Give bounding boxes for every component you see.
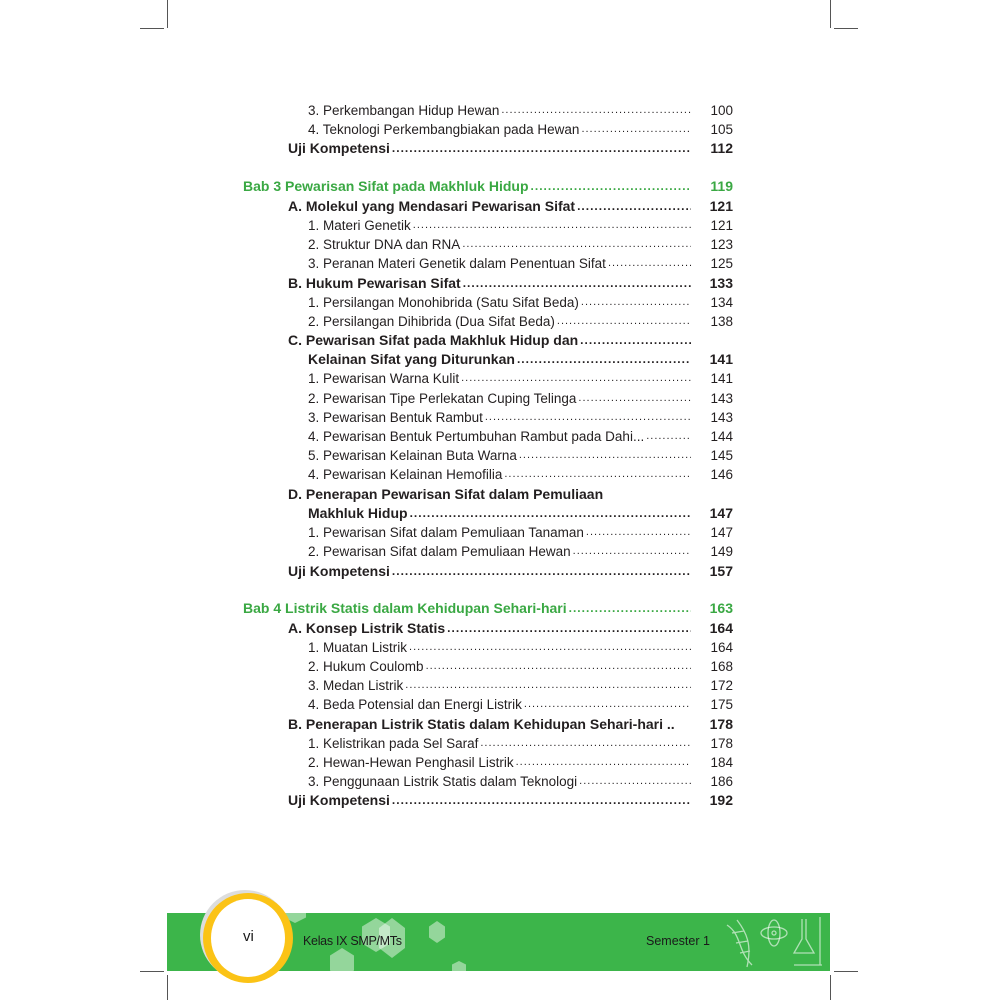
- toc-entry-title: 3. Perkembangan Hidup Hewan: [308, 103, 500, 118]
- toc-entry[interactable]: [0, 120, 733, 139]
- dot-leader: [581, 293, 691, 312]
- toc-entry-title: 4. Pewarisan Bentuk Pertumbuhan Rambut pada Dahi...: [308, 429, 645, 444]
- toc-page-number: 168: [710, 659, 733, 674]
- toc-entry[interactable]: [0, 369, 733, 388]
- toc-entry-title: 4. Teknologi Perkembangbiakan pada Hewan: [308, 122, 580, 137]
- dot-leader: [569, 599, 691, 618]
- toc-entry-title: B. Penerapan Listrik Statis dalam Kehidupan Sehari-hari ..: [288, 716, 675, 732]
- dot-leader: [516, 753, 691, 772]
- toc-entry-title: 3. Pewarisan Bentuk Rambut: [308, 410, 483, 425]
- hexagon-decoration: [429, 921, 445, 943]
- toc-entry-title: 5. Pewarisan Kelainan Buta Warna: [308, 448, 517, 463]
- toc-entry[interactable]: [0, 139, 733, 158]
- toc-entry[interactable]: [0, 695, 733, 714]
- toc-entry-title: 1. Pewarisan Warna Kulit: [308, 371, 460, 386]
- toc-entry-title: D. Penerapan Pewarisan Sifat dalam Pemuliaan: [288, 486, 604, 502]
- toc-page-number: 141: [709, 351, 733, 367]
- toc-page-number: 147: [710, 525, 733, 540]
- toc-entry-title: 1. Persilangan Monohibrida (Satu Sifat Beda): [308, 295, 579, 310]
- dot-leader: [461, 369, 691, 388]
- toc-entry[interactable]: [0, 638, 733, 657]
- toc-entry[interactable]: [0, 715, 733, 734]
- toc-entry[interactable]: [0, 772, 733, 791]
- toc-page-number: 178: [709, 716, 733, 732]
- dot-leader: [413, 216, 691, 235]
- toc-page-number: 100: [710, 103, 733, 118]
- toc-page-number: 123: [710, 237, 733, 252]
- dot-leader: [410, 504, 691, 523]
- toc-page-number: 178: [710, 736, 733, 751]
- toc-entry-title: Uji Kompetensi: [288, 140, 390, 156]
- toc-entry-title: 1. Pewarisan Sifat dalam Pemuliaan Tanaman: [308, 525, 584, 540]
- toc-entry-title: 4. Beda Potensial dan Energi Listrik: [308, 697, 522, 712]
- toc-entry-title: Uji Kompetensi: [288, 563, 390, 579]
- toc-page-number: 157: [709, 563, 733, 579]
- toc-entry-title: 3. Peranan Materi Genetik dalam Penentuan Sifat: [308, 256, 606, 271]
- toc-page-number: 119: [710, 178, 733, 194]
- toc-entry[interactable]: [0, 101, 733, 120]
- toc-entry[interactable]: [0, 619, 733, 638]
- dot-leader: [517, 350, 691, 369]
- toc-entry[interactable]: [0, 235, 733, 254]
- dot-leader: [504, 465, 691, 484]
- toc-page-number: 147: [709, 505, 733, 521]
- toc-entry[interactable]: [0, 389, 733, 408]
- dot-leader: [608, 254, 691, 273]
- toc-entry-title: 2. Struktur DNA dan RNA: [308, 237, 461, 252]
- toc-page-number: 163: [709, 600, 733, 616]
- dot-leader: [463, 274, 691, 293]
- toc-entry[interactable]: [0, 734, 733, 753]
- toc-entry-title: Bab 4 Listrik Statis dalam Kehidupan Sehari-hari: [243, 600, 567, 616]
- toc-entry[interactable]: [0, 562, 733, 581]
- toc-entry[interactable]: [0, 293, 733, 312]
- toc-page-number: 149: [710, 544, 733, 559]
- toc-entry[interactable]: [0, 254, 733, 273]
- dot-leader: [557, 312, 691, 331]
- toc-entry[interactable]: [0, 216, 733, 235]
- toc-entry[interactable]: [0, 542, 733, 561]
- dot-leader: [426, 657, 691, 676]
- toc-page-number: 146: [710, 467, 733, 482]
- hexagon-decoration: [330, 948, 354, 971]
- dot-leader: [524, 695, 691, 714]
- toc-entry-title: 1. Kelistrikan pada Sel Saraf: [308, 736, 479, 751]
- toc-entry-title: 2. Hewan-Hewan Penghasil Listrik: [308, 755, 514, 770]
- toc-entry[interactable]: [0, 427, 733, 446]
- toc-entry-title: 1. Materi Genetik: [308, 218, 411, 233]
- crop-mark: [834, 28, 858, 29]
- hexagon-decoration: [452, 961, 466, 971]
- toc-entry[interactable]: [0, 676, 733, 695]
- crop-mark: [834, 971, 858, 972]
- toc-page-number: 143: [710, 391, 733, 406]
- toc-page-number: 105: [710, 122, 733, 137]
- semester-label: Semester 1: [646, 934, 710, 948]
- toc-entry[interactable]: [0, 350, 733, 369]
- dot-leader: [409, 638, 691, 657]
- dot-leader: [447, 619, 691, 638]
- dot-leader: [577, 197, 691, 216]
- book-title: Kelas IX SMP/MTs: [303, 934, 402, 948]
- toc-page-number: 133: [709, 275, 733, 291]
- toc-page-number: 138: [710, 314, 733, 329]
- toc-entry-title: Uji Kompetensi: [288, 792, 390, 808]
- toc-page-number: 192: [709, 792, 733, 808]
- dot-leader: [573, 542, 691, 561]
- toc-page-number: 125: [710, 256, 733, 271]
- crop-mark: [830, 975, 831, 1000]
- toc-page-number: 144: [710, 429, 733, 444]
- science-icons: [722, 915, 827, 971]
- dot-leader: [581, 120, 691, 139]
- crop-mark: [140, 28, 164, 29]
- dot-leader: [586, 523, 691, 542]
- dot-leader: [392, 562, 691, 581]
- crop-mark: [140, 971, 164, 972]
- toc-entry[interactable]: [0, 465, 733, 484]
- toc-entry-title: 2. Pewarisan Tipe Perlekatan Cuping Telinga: [308, 391, 577, 406]
- toc-entry-title: A. Molekul yang Mendasari Pewarisan Sifat: [288, 198, 576, 214]
- toc-entry[interactable]: [0, 274, 733, 293]
- toc-entry[interactable]: [0, 791, 733, 810]
- toc-page-number: 112: [710, 140, 733, 156]
- toc-page-number: 141: [710, 371, 733, 386]
- dot-leader: [462, 235, 691, 254]
- toc-entry[interactable]: [0, 312, 733, 331]
- toc-entry[interactable]: [0, 523, 733, 542]
- toc-page-number: 164: [709, 620, 733, 636]
- dot-leader: [519, 446, 691, 465]
- dot-leader: [405, 676, 691, 695]
- dot-leader: [646, 427, 691, 446]
- toc-entry-title: Kelainan Sifat yang Diturunkan: [308, 351, 515, 367]
- toc-page-number: 186: [710, 774, 733, 789]
- toc-entry-title: B. Hukum Pewarisan Sifat: [288, 275, 461, 291]
- toc-entry-title: 2. Persilangan Dihibrida (Dua Sifat Beda): [308, 314, 555, 329]
- dot-leader: [501, 101, 691, 120]
- toc-page-number: 143: [710, 410, 733, 425]
- toc-entry-title: Bab 3 Pewarisan Sifat pada Makhluk Hidup: [243, 178, 529, 194]
- toc-entry-title: 2. Pewarisan Sifat dalam Pemuliaan Hewan: [308, 544, 571, 559]
- toc-entry[interactable]: [0, 504, 733, 523]
- toc-entry[interactable]: [0, 753, 733, 772]
- toc-entry-title: Makhluk Hidup: [308, 505, 408, 521]
- toc-entry-title: 2. Hukum Coulomb: [308, 659, 424, 674]
- dot-leader: [531, 177, 691, 196]
- toc-page-number: 184: [710, 755, 733, 770]
- toc-page-number: 164: [710, 640, 733, 655]
- toc-page-number: 121: [710, 218, 733, 233]
- dot-leader: [392, 139, 691, 158]
- toc-entry-title: 4. Pewarisan Kelainan Hemofilia: [308, 467, 503, 482]
- toc-entry-title: C. Pewarisan Sifat pada Makhluk Hidup dan: [288, 332, 579, 348]
- dot-leader: [392, 791, 691, 810]
- toc-entry-title: 3. Penggunaan Listrik Statis dalam Teknologi: [308, 774, 578, 789]
- toc-entry-title: A. Konsep Listrik Statis: [288, 620, 446, 636]
- toc-entry[interactable]: [0, 197, 733, 216]
- toc-entry-title: 1. Muatan Listrik: [308, 640, 408, 655]
- crop-mark: [830, 0, 831, 28]
- dot-leader: [580, 331, 691, 350]
- toc-page-number: 172: [710, 678, 733, 693]
- page-number: vi: [243, 928, 254, 945]
- toc-entry-title: 3. Medan Listrik: [308, 678, 404, 693]
- toc-page-number: 121: [709, 198, 733, 214]
- toc-page-number: 145: [710, 448, 733, 463]
- toc-entry[interactable]: [0, 331, 733, 350]
- dot-leader: [485, 408, 691, 427]
- toc-chapter[interactable]: [0, 599, 733, 618]
- toc-entry[interactable]: [0, 657, 733, 676]
- toc-entry[interactable]: [0, 408, 733, 427]
- toc-entry[interactable]: [0, 485, 733, 504]
- crop-mark: [167, 975, 168, 1000]
- toc-entry[interactable]: [0, 446, 733, 465]
- toc-page-number: 134: [710, 295, 733, 310]
- toc-page-number: 175: [710, 697, 733, 712]
- dot-leader: [578, 389, 691, 408]
- toc-chapter[interactable]: [0, 177, 733, 196]
- dot-leader: [480, 734, 691, 753]
- dot-leader: [579, 772, 691, 791]
- crop-mark: [167, 0, 168, 28]
